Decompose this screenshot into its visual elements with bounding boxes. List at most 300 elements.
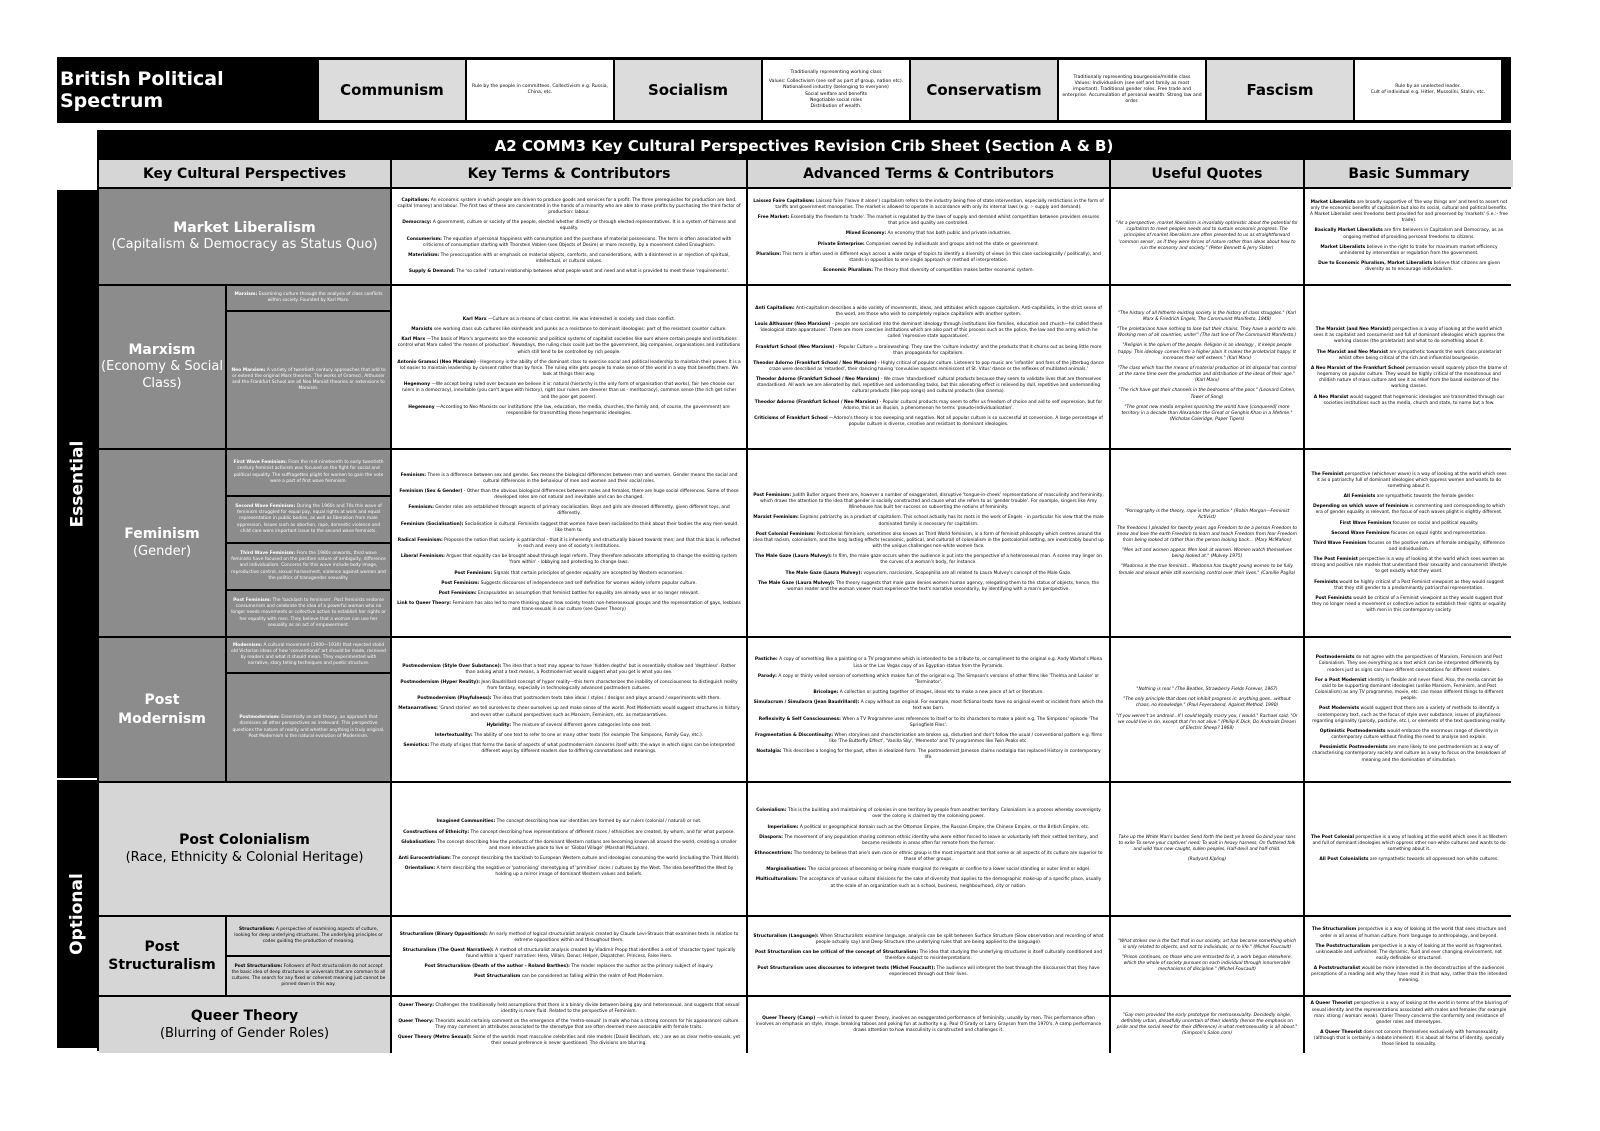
term: Democracy: — [402, 220, 432, 226]
term: For a Post Modernist — [1314, 677, 1367, 683]
description-line: Rule by an unelected leader. — [1395, 83, 1461, 89]
term: Post Modernists — [1318, 706, 1360, 712]
term: Intertextuality: — [434, 732, 473, 738]
paragraph — [1310, 200, 1508, 225]
term: Third Wave Feminism: — [240, 551, 296, 557]
definition: From the 1980s onwards, third wave feminists have focused on the positive nature of ambiguity, difference and individualism. Concerns for this wave include body image, reproductive control, sexual harassment, violence against women and the politics of transgender sexuality. — [231, 551, 386, 581]
term: A Neo Marxist — [1313, 394, 1349, 400]
paragraph — [753, 345, 1104, 357]
definition: are sympathetic towards all oppressed non white cultures. — [1369, 857, 1499, 863]
ideology-description — [763, 60, 909, 120]
definition: - Popular Culture = brainwashing. They saw the 'culture industry' and the products that it churns out as being little more than propaganda for capitalism. — [835, 344, 1102, 356]
definition: The theory that diversity of competition makes better economic system. — [874, 268, 1034, 274]
crib-sheet — [97, 130, 1511, 1051]
column-header: Advanced Terms & Contributors — [748, 160, 1109, 187]
paragraph — [397, 932, 741, 944]
definition: Companies owned by individuals and groups and not the state or government. — [866, 241, 1040, 247]
perspective-subtitle: (Race, Ethnicity & Colonial Heritage) — [125, 849, 364, 865]
definition: does not concern themselves exclusively with homosexuality (although that is certainly a debate inherent). It is about all forms of identity, specially those linked to sexuality. — [1313, 1030, 1505, 1048]
definition: Argues that equality can be brought about through legal reform. They therefore advocate attempting to change the existing system 'from within' - lobbying and protesting to change laws. — [446, 554, 738, 566]
definition: An early method of logical structuralist analysis created by Claude Levi-Strauss that examines texts in relation to extreme oppositions within and throughout them. — [489, 931, 739, 943]
advanced-terms-cell — [748, 638, 1109, 781]
sub-perspectives — [227, 450, 390, 636]
sub-perspective-text — [231, 460, 386, 485]
sub-perspective-text — [231, 551, 386, 582]
term: Metanarratives: — [398, 706, 438, 712]
paragraph — [397, 696, 741, 702]
summary-cell — [1305, 638, 1513, 781]
paragraph — [1116, 526, 1298, 544]
definition: Examining culture through the analysis of class conflicts within society. Founded by Karl Marx. — [258, 291, 383, 303]
definition: "The class which has the means of material production at its disposal has control at the same time over the production and distribution of the ideas of their age." (Karl Marx) — [1117, 365, 1297, 384]
term: The Marxist (and Neo Marxist) — [1315, 327, 1391, 333]
perspective-subtitle: (Blurring of Gender Roles) — [159, 1025, 330, 1041]
perspective-name — [99, 917, 225, 995]
definition: In film, the male gaze occurs when the audience is put into the perspective of a heterosexual man. A scene may linger on the curves of a woman's body, for instance. — [833, 554, 1102, 566]
definition: A government, culture or society of the people, elected whether directly or through elected representatives. It is a system of fairness and equality. — [432, 220, 736, 232]
paragraph — [397, 1019, 741, 1031]
summary-cell — [1305, 917, 1513, 995]
perspective-subtitle: (Economy & Social Class) — [101, 359, 223, 392]
paragraph — [1116, 697, 1298, 709]
paragraph — [397, 866, 741, 878]
definition: Take up the White Man's burden Send forth the best ye breed Go bind your sons to exile To serve your captives' need; To wait in heavy harness, On fluttered folk and wild Your new-caught, sullen peoples, Half-devil and half-child. — [1118, 834, 1296, 852]
definition: During the 1960s and 70s this wave of feminism struggled for equal pay, equal rights at work and equal representation in public bodies, as well as liberation from male oppression. Issues such as abortion, rape, domestic violence and child care were important issue to the second wave feminists. — [236, 504, 382, 534]
paragraph — [753, 322, 1104, 340]
paragraph — [1116, 714, 1298, 732]
definition: are sympathetic towards the work class proletariat whilst often being critical of the rich and influential bourgeoisie. — [1338, 349, 1502, 361]
description-line: Distribution of wealth. — [810, 103, 862, 109]
key-terms-cell — [392, 917, 746, 995]
paragraph — [397, 819, 741, 825]
definition: A political or geographical domain such as the Ottoman Empire, the Russian Empire, the Chinese Empire, or the British Empire, etc. — [799, 824, 1090, 830]
advanced-terms-cell — [748, 917, 1109, 995]
term: Constructions of Ethnicity: — [403, 829, 470, 835]
ideology-description — [1355, 60, 1501, 120]
paragraph — [1310, 395, 1508, 407]
definition: believe in the right to trade for maximum market efficiency unhindered by intervention or regulation from the government. — [1339, 244, 1498, 256]
paragraph — [753, 825, 1104, 831]
column-header: Basic Summary — [1305, 160, 1513, 187]
term: Fragmentation & Discontinuity: — [755, 732, 833, 738]
definition: "Gay men provided the early prototype for metrosexuality. Decidedly single, definitely urban, dreadfully uncertain of their identity (hence the emphasis on pride and the social need for their difference) is what metrosexuality is all about." (Simpson's Salon.com) — [1116, 1012, 1298, 1037]
term: Post Colonial Feminism: — [755, 531, 816, 537]
definition: The tendency to believe that one's own race or ethnic group is the most important and that some or all aspects of its culture are superior to those of other groups. — [793, 851, 1103, 863]
term: Karl Marx — [462, 316, 487, 322]
definition: "The only principle that does not inhibit progress is: anything goes...without chaos, no knowledge." (Paul Feyerabend, Against Method, 1990) — [1123, 697, 1291, 709]
term: Postmodernism: — [239, 715, 280, 721]
paragraph — [753, 690, 1104, 696]
definition: perspective is a way of looking at the world which sees it as Western and full of dominant ideologies which oppress other non-white cultures and wants to do something about it. — [1312, 834, 1507, 852]
term: Liberal Feminism: — [400, 554, 445, 560]
paragraph — [1116, 509, 1298, 521]
definition: —Adorno's theory is too sweeping and negative. Not all popular culture is so successful at conversion. A large percentage of popular culture is diverse, creative and resistant to dominant ideologies. — [829, 415, 1103, 428]
optional-label — [57, 780, 97, 1050]
paragraph — [753, 733, 1104, 745]
term: The Male Gaze (Laura Mulvey): — [757, 580, 835, 586]
ideology-socialism: Socialism — [615, 60, 761, 120]
paragraph — [397, 220, 741, 232]
sub-perspective — [227, 286, 390, 310]
perspective-subtitle: (Gender) — [132, 543, 192, 559]
paragraph — [397, 591, 741, 597]
definition: Postcolonial feminism, sometimes also known as Third World feminism, is a form of feminist philosophy which centres around the idea that racism, colonialism, and the long lasting effects (economic, political, and cultural) of colonialism in the postcolonial setting, are inextricably bound up with the unique challenges non-white women face. — [753, 531, 1104, 550]
paragraph — [397, 581, 741, 587]
definition: A copy without an original. For example, most fictional texts have no original event or incident from which the text was born. — [860, 700, 1104, 712]
paragraph — [753, 934, 1104, 946]
term: Marxists — [411, 327, 433, 333]
paragraph — [1116, 687, 1298, 693]
paragraph — [1310, 350, 1508, 362]
term: Bricolage: — [813, 690, 839, 696]
definition: are more likely to see postmodernism as a way of characterising contemporary society and culture as a way to focus on the breakdown of meaning and the domination of simulation. — [1312, 745, 1506, 763]
paragraph — [1310, 580, 1508, 592]
definition: "Nothing is real." (The Beatles, Strawberry Fields Forever, 1967) — [1136, 687, 1278, 693]
definition: A term describing the negative or 'patronising' stereotyping of 'primitive' races / cultures by the West. The idea benefitted the West by holding up a mirror image of dominant Western values and beliefs. — [436, 866, 734, 878]
term: Feminists — [1314, 579, 1338, 585]
ideology-fascism: Fascism — [1207, 60, 1353, 120]
definition: The freedoms I pleaded for twenty years ago Freedom to be a person Freedom to know and love the earth Freedom to learn and teach Freedom from fear Freedom from being looked at rather than the person looking back... (Mary McMahon) — [1117, 525, 1297, 543]
term: A Poststructuralist — [1313, 966, 1361, 972]
perspective-marxism — [99, 286, 390, 448]
sheet-title: A2 COMM3 Key Cultural Perspectives Revision Crib Sheet (Section A & B) — [494, 137, 1114, 155]
paragraph — [397, 237, 741, 249]
term: Marxist Feminism: — [753, 515, 799, 521]
definition: can be considered as falling within the realm of Post Modernism. — [521, 974, 664, 980]
definition: —We accept being ruled over because we believe it is: natural (hierarchy is the only form of organisation that works), fair (we choose our rulers in a democracy), inevitable (you can't argue with history), right (our rulers are cleverer than us - meritocracy), common sense (the rich get richer and the poor get poorer). — [401, 382, 737, 400]
definition: perspective is a way of looking at the world which sees women as strong and positive role models that understand their sexuality and consumerist lifestyle to get exactly what they want. — [1311, 557, 1507, 575]
definition: The movement of any population sharing common ethnic identity who were either forced to leave or voluntarily left their settled territory, and became residents in areas often far remote from the former. — [784, 834, 1098, 846]
paragraph — [753, 950, 1104, 962]
paragraph — [397, 473, 741, 485]
definition: Laissez faire ('leave it alone') capitalism refers to the industry being free of state intervention, especially restrictions in the form of tariffs and government monopolies. The market is allowed to operate in accordance with only its internal laws (e.g. :- supply and demand). — [775, 198, 1104, 210]
definition: Proposes the notion that society is patriarchal - that it is inherently and structurally biased towards men; and that this bias is reflected in each and every one of society's institutions. — [444, 537, 741, 550]
definition: "Religion is the opium of the people. Religion is an ideology , it keeps people happy. This ideology comes from a higher plain it makes the proletariat happy. It increases their self esteem." (Karl Marx) — [1117, 343, 1297, 361]
description-line: Negotiable social roles — [809, 97, 862, 103]
definition: An economic system in which people are driven to produce goods and services for a profit. The three prerequisites for production are land, capital (money) and labour. The first two of these are concentrated in the hands of a minority who are able to make profits by purchasing the third factor of production: labour. — [397, 197, 741, 216]
definition: perspective is a way of looking at the world that sees structure and order in all areas of human culture, from language to anthropology, and beyond. — [1320, 927, 1507, 939]
political-spectrum-bar — [57, 57, 1511, 123]
paragraph — [1116, 955, 1298, 973]
paragraph — [1310, 557, 1508, 575]
term: Third Wave Feminism — [1313, 540, 1367, 546]
paragraph — [397, 489, 741, 501]
term: The Poststructuralism — [1315, 943, 1371, 949]
paragraph — [753, 306, 1104, 318]
term: Ethnocentrism: — [754, 851, 793, 856]
definition: would be more interested in the deconstruction of the audiences perceptions of a reading and why they have read it in that way, rather than the intended meaning. — [1311, 966, 1507, 984]
paragraph — [397, 522, 741, 534]
definition: The study of signs that forms the basis of aspects of what postmodernism concerns itself with: the ways in which signs can be interpreted different ways by different readers due to differing connotations and meanings. — [430, 743, 735, 755]
definition: 'Grand stories' we tell ourselves to cheer ourselves up and make sense of the world. Post Modernists would suggest structures in history and even other cultural perspectives such as Marxism, Feminism, etc. as metanarratives. — [439, 706, 740, 718]
summary-cell — [1305, 189, 1513, 284]
term: Second Wave Feminism: — [235, 504, 296, 510]
definition: The ability of one text to refer to one or many other texts (for example The Simpsons, Family Guy, etc.). — [474, 732, 704, 738]
sub-perspective-text — [231, 643, 386, 668]
sub-perspectives — [227, 638, 390, 781]
perspective-title: Marxism — [128, 342, 196, 359]
quotes-cell — [1111, 997, 1303, 1053]
perspective-title: Feminism — [124, 526, 200, 543]
definition: Explains patriarchy as a product of capitalism. This school actually has its roots in the work of Engels - in particular his view that the male dominated family is necessary for capitalism. — [800, 515, 1104, 527]
paragraph — [753, 808, 1104, 820]
paragraph — [397, 554, 741, 566]
definition: The 'backlash to feminism'. Post feminists endorse consumerism and celebrate the idea of a powerful woman who no longer needs movements or collective action to establish her rights or her equality with men. They believe that a woman can use her sexuality as an act of empowerment. — [231, 598, 386, 628]
sub-perspective-text — [231, 504, 386, 535]
advanced-terms-cell — [748, 286, 1109, 448]
perspective-feminism — [99, 450, 390, 636]
term: Semiotics: — [403, 743, 430, 749]
term: Louis Althusser (Neo Marxism) — [754, 322, 831, 328]
perspective-name — [99, 450, 225, 636]
definition: Some of the worlds most masculine celebrities and role models (David Beckham, etc.) are we as clear metro-sexuals, yet their sexual preference is never questioned. The divisions are blurring. — [473, 1035, 741, 1047]
perspective-title: Post — [144, 938, 180, 955]
term: Nostalgia: — [756, 749, 782, 755]
paragraph — [753, 657, 1104, 669]
sub-perspective — [227, 674, 390, 781]
term: Criticisms of Frankfurt School — [754, 415, 828, 421]
paragraph — [1310, 966, 1508, 984]
definition: The idea that postmodern texts take ideas / styles / designs and plays around / experiments with them. — [492, 696, 721, 702]
perspective-post-colonialism — [99, 783, 390, 915]
sub-perspective-text — [231, 964, 386, 989]
term: Marginalisation: — [766, 867, 807, 873]
definition: perspective is a way of looking at the world in terms of the blurring of sexual identity and the representations associated with males and females (for example man: strong / woman: weak). Queer Theory concerns the conformity and resistance of gender roles and stereotypes. — [1311, 1001, 1508, 1025]
paragraph — [397, 317, 741, 323]
paragraph — [397, 974, 741, 980]
description-line: Values: Individualism (see self and family as most important). Traditional gender roles. Free trade and enterprise. Accumulation of personal wealth. Strong law and order. — [1062, 80, 1202, 105]
paragraph — [1116, 311, 1298, 323]
description-line: Social welfare and benefits — [804, 91, 868, 97]
sub-perspective-text — [231, 598, 386, 629]
sub-perspectives — [227, 917, 390, 995]
quotes-cell — [1111, 917, 1303, 995]
definition: is commenting and corresponding to which era of gender equality is relevant, the focus of each waves plight is slightly different. — [1315, 504, 1505, 516]
paragraph — [397, 733, 741, 739]
term: The Post Colonial — [1311, 834, 1355, 840]
summary-cell — [1305, 450, 1513, 636]
definition: Anti-capitalism describes a wide variety of movements, ideas, and attitudes which oppose capitalism. Anti-capitalists, in the strict sense of the word, are those who wish to completely replace capitalism with another system. — [796, 305, 1102, 317]
paragraph — [753, 571, 1104, 577]
advanced-terms-cell — [748, 783, 1109, 915]
term: Reflexivity & Self Consciousness: — [758, 716, 841, 722]
definition: - Other than the obvious biological differences between males and females, there are huge social differences. Some of these developed roles are not natural and inevitable and can be changed. — [463, 488, 739, 501]
ideology-conservatism: Conservatism — [911, 60, 1057, 120]
paragraph — [753, 700, 1104, 712]
definition: "If you weren't an android...If I could legally marry you, I would." Rachael said, "Or we could live in sin, except that I'm not alive." (Philip K Dick, Do Androids Dream of Electric Sheep? 1968) — [1116, 713, 1298, 731]
perspective-name — [99, 286, 225, 448]
term: Post Feminism: — [441, 580, 480, 586]
definition: "Prison continues, on those who are entrusted to it, a work begun elsewhere, which the whole of society pursues on each individual through innumerable mechanisms of discipline." (Michel Foucault) — [1122, 954, 1292, 973]
definition: A cultural movement (1900—1930) that rejected stolid old Victorian ideas of how 'conventional' art should be made, received by readers and what it should mean. They experimented with narrative, story telling techniques and poetic structure. — [231, 642, 386, 667]
definition: would be highly critical of a Post Feminist viewpoint as they would suggest that they still gender to a predominantly patriarchal representation. — [1334, 579, 1504, 591]
term: Imperialism: — [767, 824, 799, 830]
term: Queer Theory: — [398, 1018, 434, 1024]
paragraph — [1310, 531, 1508, 537]
paragraph — [1310, 1030, 1508, 1048]
definition: are sympathetic towards the female gender. — [1376, 494, 1475, 500]
term: Due to Economic Pluralism, Market Liberalists — [1318, 260, 1433, 266]
term: Orientalism: — [404, 866, 436, 872]
term: Structuralism (The Quest Narrative): — [402, 947, 494, 953]
advanced-terms-cell — [748, 450, 1109, 636]
term: The Male Gaze (Laura Mulvey): — [785, 570, 863, 576]
paragraph — [753, 252, 1104, 264]
term: Queer Theory: — [398, 1002, 434, 1008]
essential-label — [57, 190, 97, 780]
definition: An economy that has both public and private industries. — [887, 231, 1012, 237]
sub-perspectives — [227, 286, 390, 448]
term: Radical Feminism: — [397, 537, 443, 543]
sub-perspective — [227, 450, 390, 495]
definition: persuasion would squarely place the blame of hegemony on popular culture. They would be highly critical of the monotonous and childish nature of mass culture and see it as relief from the banal existence of the working classes. — [1317, 365, 1508, 390]
sub-perspective — [227, 497, 390, 542]
perspective-post-structuralism — [99, 917, 390, 995]
perspective-name — [99, 783, 390, 915]
term: Post Feminism: — [438, 590, 477, 596]
term: Pluralism: — [756, 251, 782, 257]
definition: When Structuralists examine language, analysis can be split between Surface Structure (Slow observation and recording of what people actually say) and Deep Structure (the underlying rules that are being applied to the language). — [815, 933, 1104, 945]
paragraph — [1116, 221, 1298, 252]
paragraph — [1310, 366, 1508, 391]
term: Colonialism: — [756, 808, 787, 814]
term: Post Feminists — [1315, 595, 1352, 601]
term: Structuralism: — [238, 926, 275, 932]
definition: A perspective of examining aspects of culture, looking for deep underlying structures. The underlying principles or codes guiding the production of meaning. — [234, 926, 383, 945]
description-line: Nationalised industry (belonging to everyone) — [783, 85, 889, 91]
quotes-cell — [1111, 189, 1303, 284]
quotes-cell — [1111, 783, 1303, 915]
paragraph — [1310, 596, 1508, 614]
paragraph — [753, 867, 1104, 873]
definition: - We crave 'standardised' cultural products because they seem to validate lives that are themselves standardised. All work we are alienated by dull, repetitive and undemanding tasks, but this alienating effect is relieved by dull, repetitive and undemanding cultural products (like pop songs) and cultural products (like cinema). — [756, 377, 1102, 395]
definition: The concept describing how our identities are formed by our rulers (colonial / natural) or not. — [496, 819, 702, 825]
definition: A method of structuralist analysis created by Vladimir Propp that identifies a set of 'character types' typically found within a 'quest' narrative: Hero, Villain, Donor, Helper, Dispatcher, Princess, False Hero. — [466, 947, 736, 959]
optional-label-text: Optional — [67, 873, 87, 955]
paragraph — [397, 505, 741, 517]
term: Theodor Adorno (Frankfurt School / Neo Marxism) — [753, 360, 877, 366]
perspective-title: Post — [144, 692, 180, 709]
sub-perspective — [227, 638, 390, 672]
term: Consumerism: — [406, 236, 442, 242]
definition: would embrace the enormous range of diversity in contemporary culture without finding the need to analyse and explain. — [1331, 728, 1499, 741]
definition: "The great new media empires spanning the world have [conquered] more territory in a decade than Alexander the Great or Genghis Khan in a lifetime." (Nicholas Coleridge, Paper Tigers) — [1121, 404, 1293, 423]
summary-cell — [1305, 286, 1513, 448]
summary-cell — [1305, 783, 1513, 915]
paragraph — [397, 830, 741, 836]
paragraph — [1116, 1013, 1298, 1038]
definition: Jean Baudrillard concept of hyper reality—this term characterizes the inability of consciousness to distinguish reality from fantasy, especially in technologically advanced postmodern cultures. — [481, 679, 738, 692]
term: Marxism: — [234, 291, 258, 297]
term: Queer Theory (Camp) — [762, 1015, 816, 1021]
definition: When storylines and characterisation are broken up, disturbed and don't follow the usual / conventional pattern e.g. films like 'The Butterfly Effect', 'Vanilla Sky', 'Memento' and TV programmes like Twin Peaks etc. — [829, 732, 1102, 745]
term: Basically Market Liberalists — [1314, 228, 1383, 234]
key-terms-cell — [392, 450, 746, 636]
perspective-queer-theory — [99, 997, 390, 1053]
term: Capitalism: — [401, 197, 430, 203]
paragraph — [1310, 504, 1508, 516]
term: The Male Gaze (Laura Mulvey): — [755, 554, 832, 560]
definition: would be critical of a Feminist viewpoint as they would suggest that they no longer need a movement or collective action to establish their rights or equality with men in this contemporary society. — [1311, 595, 1507, 614]
term: Post Feminism: — [454, 570, 493, 576]
perspective-title: Market Liberalism — [173, 219, 316, 236]
paragraph — [397, 337, 741, 355]
definition: "What strikes me is the fact that in our society, art has become something which is only related to objects, and not to individuals, or to life." (Michel Foucault) — [1117, 938, 1297, 950]
paragraph — [1310, 494, 1508, 500]
paragraph — [397, 253, 741, 265]
definition: Essentially an anti theory, an approach that dismisses all other perspectives as irrelevant. This perspective questions the nature of reality and whether anything is truly original. Post Modernism is the natural evolution of Modernism. — [232, 715, 385, 739]
paragraph — [753, 749, 1104, 761]
term: Pessimistic Postmodernists — [1319, 745, 1388, 751]
paragraph — [753, 717, 1104, 729]
definition: Judith Butler argues there are, however a number of exaggerated, disruptive 'tongue-in-cheek' representations of masculinity and femininity, which draws the attention to the idea that gender is socially constructed and cause what she refers to as 'gender trouble'. For example, singers like Amy Winehouse has built her success on subverting the notions of femininity. — [760, 492, 1104, 511]
term: Market Liberalists — [1320, 244, 1366, 250]
definition: - Hegemony is the ability of the dominant class to exercise social and political leadership to maintain their power. It is a lot easier to maintain leadership by consent rather than by force. The ruling elite gets people to make sense of the world in a way that benefits them. We look at things their way. — [399, 359, 741, 378]
definition: The idea that a text may appear to have 'hidden depths' but is essentially shallow and 'depthless'. Rather than asking what a text means, a Postmodernist would suggest what you get is what you see. — [465, 663, 736, 675]
definition: There is a difference between sex and gender. Sex means the biological differences between men and women. Gender means the social and cultural differences in the behaviour of men and women and their social roles. — [427, 472, 738, 484]
term: Materialism: — [408, 252, 440, 258]
term: Modernism: — [232, 642, 263, 648]
paragraph — [1310, 857, 1508, 863]
definition: This is the building and maintaining of colonies in one territory by people from another territory. Colonialism is a process whereby sovereignty over the colony is claimed by the colonising power. — [787, 808, 1101, 820]
definition: Feminism has also led to more thinking about how society treats non-heterosexual groups and the representation of gays, lesbians and trans-sexuals in our culture (see Queer Theory) — [452, 601, 741, 613]
paragraph — [1116, 388, 1298, 400]
sub-perspective-text — [231, 292, 386, 304]
definition: The mixture of several different genre categories into one text. — [512, 722, 652, 728]
definition: The preoccupation with or emphasis on material objects, comforts, and considerations, with a disinterest in or rejection of spiritual, intellectual, or cultural values. — [440, 252, 730, 264]
term: Karl Marx — [401, 337, 426, 343]
definition: are broadly supportive of 'the way things are' and tend to assert not only the economic benefits of capitalism but also its social, cultural and political benefits. A Market Liberalist sees freedoms best provided for and preserved by 'markets' (i.e.:- free trade). — [1310, 199, 1508, 224]
key-terms-cell — [392, 997, 746, 1053]
definition: The audience will interpret the text through the discourses that they have experienced through out their lives. — [889, 966, 1100, 978]
description-line: Values: Collectivism (see self as part of group, nation etc). — [768, 79, 904, 85]
paragraph — [1310, 1001, 1508, 1026]
sub-perspective — [227, 957, 390, 995]
paragraph — [397, 706, 741, 718]
description-line: Cult of individual e.g. Hitler, Mussolini, Stalin, etc. — [1370, 90, 1486, 95]
term: Link to Queer Theory: — [397, 601, 452, 607]
definition: The 'so called' natural relationship between what people want and need and what is provided to meet these 'requirements'. — [456, 269, 730, 275]
paragraph — [397, 571, 741, 577]
paragraph — [1310, 521, 1508, 527]
paragraph — [753, 268, 1104, 274]
term: Theodor Adorno (Frankfurt School / Neo Marxism) — [754, 399, 879, 405]
definition: The concept describing how representations of different races / ethnicities are created, by whom, and for what purpose. — [470, 829, 735, 835]
perspective-name — [99, 638, 225, 781]
definition: would suggest that hegemonic ideologies are transmitted through our societies institutions such as the media, church and state, to name but a few. — [1323, 394, 1505, 406]
term: Globalisation: — [401, 839, 436, 845]
definition: "As a perspective, market liberalism is invariably optimistic about the potential for capitalism to meet peoples needs and to sustain economic progress. The principles of market liberalism are often presented to us as straightforward 'common sense', as if they were forces of nature rather than ideas about how to run the economy and society." (Peter Bennett & Jerry Slater) — [1116, 221, 1298, 251]
paragraph — [397, 723, 741, 729]
term: Parody: — [757, 673, 777, 679]
paragraph — [753, 851, 1104, 863]
paragraph — [1310, 927, 1508, 939]
paragraph — [753, 835, 1104, 847]
term: Frankfurt School (Neo Marxism) — [755, 344, 835, 350]
paragraph — [397, 360, 741, 378]
paragraph — [397, 964, 741, 970]
quotes-cell — [1111, 450, 1303, 636]
term: Structuralism (Language): — [753, 933, 819, 939]
term: First Wave Feminism — [1339, 520, 1392, 526]
paragraph — [1116, 564, 1298, 576]
definition: This term is often used in different ways across a wide range of topics to identify a diversity of views (in this case sociologically / politically), and stands in opposition to one single approach or method of interpretation. — [782, 251, 1101, 263]
paragraph — [753, 400, 1104, 412]
term: Simulacrum / Simulacra (Jean Baudrillard): — [753, 700, 860, 706]
paragraph — [397, 538, 741, 550]
sub-perspective — [227, 591, 390, 636]
definition: perspective (whichever wave) is a way of looking at the world which sees it as a patriarchy full of dominant ideologies which oppress women and wants to do something about it. — [1316, 471, 1507, 489]
